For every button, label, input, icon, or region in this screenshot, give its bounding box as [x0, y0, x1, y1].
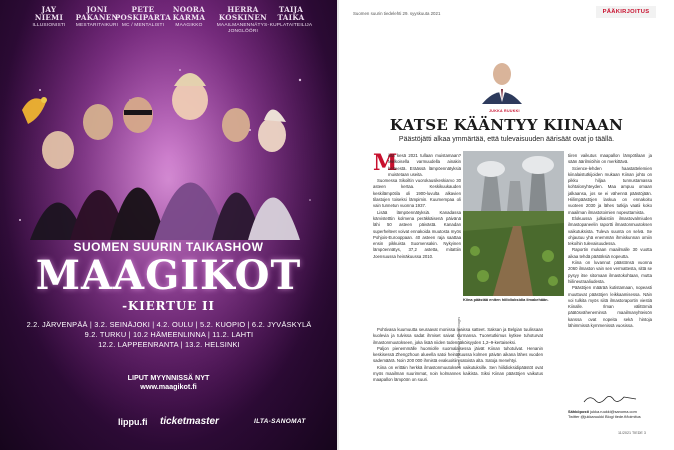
ticketmaster-logo: ticketmaster	[160, 416, 219, 427]
ad-subtitle: SUOMEN SUURIN TAIKASHOW	[73, 240, 264, 254]
tour-dates-line: 9.2. TURKU | 10.2 HÄMEENLINNA | 11.2. LAHTI	[84, 330, 254, 339]
ad-title: MAAGIKOT	[35, 252, 302, 299]
paragraph: tiiren vaikutus maapallon lämpötilaan ja sään äärilmiöihin on merkittävä.	[568, 153, 652, 165]
power-plant-photo	[463, 151, 564, 296]
author-email-label: Sähköposti	[568, 409, 589, 414]
performer-role: MESTARITAIKURI	[75, 23, 119, 28]
paragraph: Science-lehden haastattelemien kiinalaistutkijoiden mukaan Kiinan johto on pikku hiljaa tunnustamassa kohtalonyhteyden. Maa ampuu omaan jalkaansa, jos se ei vähennä päästöjään. Hiilimpäästöjen laskua on ennakoitu vuoteen 2030 ja lähes tutkija vaatii koko maailman ilmastotoimien nopeuttamista.	[568, 165, 652, 215]
drop-cap: M	[373, 150, 398, 176]
paragraph: Elokuussa julkaistiin ilmastovalmiuden ilmastopaneelin raportti ilmastonmuutoksen vaikutuksista. Tuleva suunta on selvä. Se ohjautuu yhä enemmän ihmiskunnan omiin tekoihin tulevaisuudessa.	[568, 215, 652, 247]
photo-caption: Kiina päästää eniten hiilidioksidia ilmakehään.	[463, 297, 549, 302]
paragraph: Raportin mukaan maailmalle 30 vuotta aikaa tehdä päätöksiä nopeutta.	[568, 247, 652, 259]
running-header: Suomen suurin tiedelehti 29. syyskuuta 2021	[353, 11, 441, 16]
tour-dates	[24, 320, 314, 350]
performer-name-line2: PAKANEN	[75, 13, 119, 22]
performer-role: MC / MENTALISTI	[121, 23, 165, 28]
article-column-1-lower	[373, 327, 543, 384]
performer-role-line1: MAAILMANENNÄTYS-	[216, 23, 270, 28]
tickets-on-sale: LIPUT MYYNNISSÄ NYT	[127, 373, 210, 382]
performer-name-line2: TAIKA	[277, 13, 305, 22]
author-email[interactable]: jukka.ruukki@sanoma.com	[590, 409, 637, 414]
performer-role: MAAGIKKO	[175, 23, 203, 28]
article-column-1	[373, 150, 461, 260]
paragraph: Kiina on erittäin herkkä ilmastonmuutoksen vaikutuksille. Sen hiilidioksidipäästöt ovat myös maailman suurimmat, noin kolmannes kaikista. Siksi Kiinan päästöjen vaikutus maapallon lämpöön on suuri.	[373, 364, 543, 383]
ticket-info	[0, 373, 337, 391]
ad-website-link[interactable]: www.maagikot.fi	[140, 382, 197, 391]
author-portrait	[478, 58, 526, 104]
sponsor-logos	[0, 414, 337, 434]
performer-name-line2: KARMA	[172, 13, 206, 22]
performer-name-line1: NOORA	[172, 5, 206, 14]
performer-name-line2: KOSKINEN	[218, 13, 268, 22]
section-tag: PÄÄKIRJOITUS	[596, 6, 656, 18]
paragraph: Lisää lämpöennätyksiä. Kanadassa kärvistetttin kolmena peräkkäisenä päivänä lähi 50 asteen päivästä. Kanadan superhelteet voivat ennakoida muutosta myös Pohjois-Eurooppaan. 40 asteen raja saattaa ensin pikkuista Suomensakin. Nykyinen lämpöennätys, 37,2 astetta, mitattiin Joensuussa heinäkuussa 2010.	[373, 209, 461, 259]
tour-dates-line: 2.2. JÄRVENPÄÄ | 3.2. SEINÄJOKI | 4.2. OULU | 5.2. KUOPIO | 6.2. JYVÄSKYLÄ	[26, 320, 312, 329]
tour-dates-line: 12.2. LAPPEENRANTA | 13.2. HELSINKI	[98, 340, 240, 349]
performer-name-line2: NIEMI	[34, 13, 64, 22]
performer-taija-taika	[262, 6, 320, 29]
lippu-logo: lippu.fi	[118, 417, 148, 427]
author-info	[568, 409, 658, 419]
performer-role-line2: JONGLÖÖRI	[227, 29, 259, 34]
author-signature	[580, 392, 640, 406]
performer-name-line1: JAY	[41, 5, 57, 14]
ad-tour-name: -KIERTUE II	[122, 299, 215, 313]
paragraph: Pohtivasa kuumuutta seuraavat monissa maissa satteet. Saksan ja Belgian tuulissaan kuolevia ja tulvissa sadat ihmiset saivat surmansa. Tuoretutkimus kytkee tuhoturvat ilmastonmuutokseen, joka lisää niiden todennäköisyyden 1,2–9-kertaiseksi.	[373, 327, 543, 345]
performer-role: ILLUSIONISTI	[32, 23, 66, 28]
iltasanomat-logo: ILTA-SANOMAT	[254, 418, 306, 425]
author-social: Twitter @jukkaruukki Blogi tiede.fi/toimitus	[568, 414, 641, 420]
article-headline: KATSE KÄÄNTYY KIINAAN	[389, 116, 624, 134]
performer-name-line2: POSKIPARTA	[114, 13, 172, 22]
byline-tag: JUKKA RUUKKI	[489, 109, 520, 113]
paragraph: Päästöjen määrää kutistamaan, nopeasti muuttuvat päästöjen leikkaamisessa. Näin voi tulkita myös siitä ilmastoraportin viestiä Kiinalle. Ilman välittömiä päätösväheneminsä maailmanyhteisön kanssa ovat nopeita sekä hintoja lähimmissä kymmenissä vuosissa.	[568, 285, 652, 329]
paragraph: Paljon pienemmälle huomiolle suomalaisessa jäivät Kiinan tuhotulvat. Henanin keskisessä Zhengzhoun alueella satoi heinäkuussa kolmen päivän aikana lähes vuoden sademäärä. Noin 200 000 ihmistä evakuoitiin satoista alta. Satoja menehtyi.	[373, 345, 543, 364]
performer-names	[0, 6, 337, 56]
paragraph: Kiina on luvannut päästönsä vuonna 2060 ilmaston vain sen vermattesta, sittä se pysyy itse sitomaan ilmastokohtaan, mutta hiilineutraaliudesta.	[568, 260, 652, 284]
performer-role: KUPLATAITEILIJA	[269, 23, 313, 28]
photo-credit: Kuvat: Pia Ahonen ja Getty Images	[457, 316, 461, 368]
performer-name-line1: HERRA	[227, 5, 259, 14]
performer-name-line1: TAIJA	[278, 5, 304, 14]
page-folio: 11/2021 TIEDE 3	[618, 431, 646, 435]
performer-name-line1: PETE	[131, 5, 155, 14]
article-lead: Päästöjätti alkaa ymmärtää, että tulevaisuuden äärisäät ovat jo täällä.	[398, 136, 615, 143]
paragraph: istä kesä 2021 tullaan muistamaan? Melkoisella varmuudella ainakin helteestä. Eräässä lämpöennätyksiä muistetaan useita.	[388, 153, 461, 177]
performer-name-line1: JONI	[86, 5, 108, 14]
paragraph: Suomessa Sikoiltin vuorokausikeskiarvo 30 asteen kertaa. Keskikuukauden keskilämpötila oli 1900-luvulta alkavien tilastojen toiseksi lämpimin. Kuumempaa oli vain tunnetun vuonna 1937.	[373, 178, 461, 209]
article-column-3	[568, 153, 652, 329]
